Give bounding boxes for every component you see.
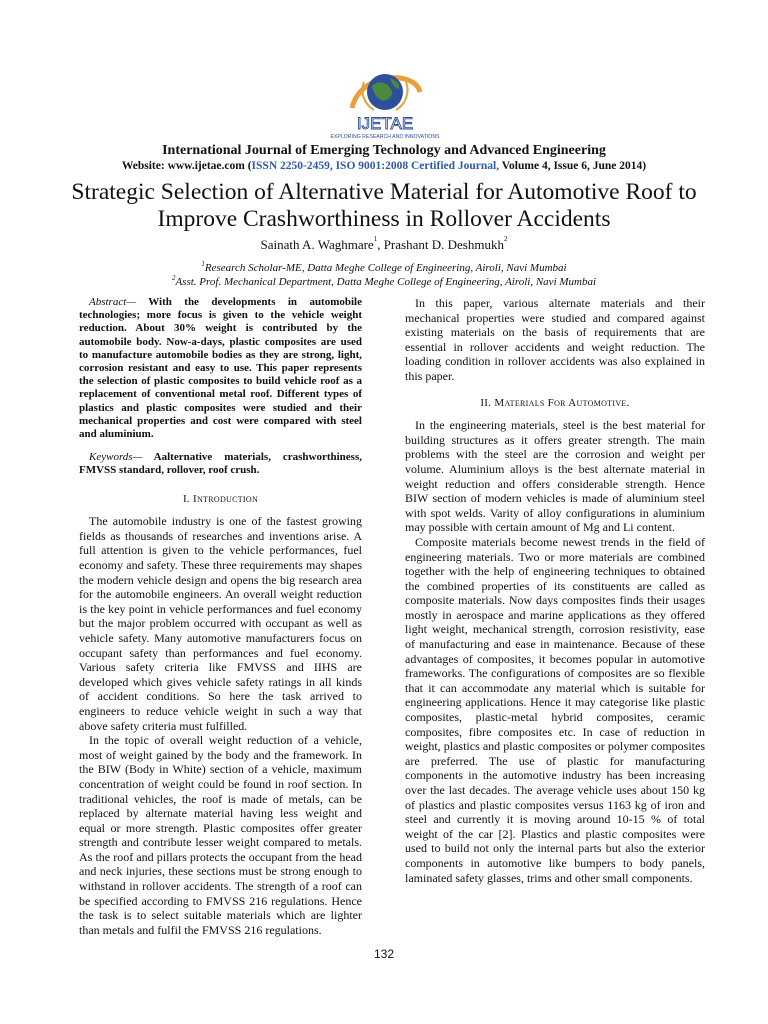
author-separator: , <box>377 237 384 252</box>
author-2-sup: 2 <box>503 235 508 243</box>
globe-logo-icon <box>300 62 470 140</box>
journal-logo <box>300 62 470 140</box>
abstract-text: With the developments in automobile technologies; more focus is given to the vehicle weight reduction. About 30% weight is contributed by the automobile body. Now-a-days, plastic composites are used to manufacture automobile bodies as they are strong, light, corrosion resistant and easy to use. This paper represents the selection of plastic composites to build vehicle roof as a replacement of conventional metal roof. Different types of plastics and plastic composites were studied and their mechanical properties and cost were compared with steel and aluminium. <box>79 296 362 441</box>
affiliation-2-text: Asst. Prof. Mechanical Department, Datta Meghe College of Engineering, Airoli, Navi Mumbai <box>175 276 597 288</box>
materials-paragraph-2: Composite materials become newest trends in the field of engineering materials. Two or more materials are combined together with the help of engineering techniques to obtained the combined properties of its constituents are called as composite materials. Now days composites finds their usages mostly in aerospace and marine applications as they offered light weight, mechanical strength, corrosion resistivity, ease of manufacturing and ease in maintenance. Because of these advantages of composites, it becomes popular in automotive frameworks. The configurations of composites are so flexible that it can accommodate any material which is suitable for engineering applications. Hence it may categorise like plastic composites, plastic-metal hybrid composites, ceramic composites, fibre composites etc. In case of reduction in weight, plastics and plastic composites or polymer composites are preferred. The use of plastic for manufacturing components in the automotive industry has been increasing over the last decades. The average vehicle uses about 150 kg of plastics and plastic composites versus 1163 kg of iron and steel and currently it is moving around 10-15 % of total weight of the car [2]. Plastics and plastic composites were used to build not only the internal parts but also the exterior components in automotive like bumpers to body panels, laminated safety glasses, trims and other small components. <box>405 534 705 885</box>
affiliation-2 <box>0 276 768 288</box>
journal-website-line <box>0 160 768 172</box>
author-1-sup: 1 <box>373 235 378 243</box>
left-column <box>79 296 362 937</box>
author-2: Prashant D. Deshmukh <box>383 237 504 252</box>
affiliation-1 <box>0 262 768 274</box>
abstract-label: Abstract— <box>89 296 137 308</box>
section-heading-materials: II. Materials For Automotive. <box>480 396 630 409</box>
keywords-text: Aalternative materials, crashworthiness, FMVSS standard, rollover, roof crush. <box>79 451 362 477</box>
author-1: Sainath A. Waghmare <box>260 237 374 252</box>
page-number: 132 <box>373 947 395 961</box>
keywords-label: Keywords— <box>89 451 143 464</box>
abstract <box>79 296 362 441</box>
intro-paragraph-1: The automobile industry is one of the fastest growing fields as thousands of researches and inventions arise. A full attention is given to the vehicle performances, fuel economy and safety. These three requirements may shapes the modern vehicle design and opens the big research area for the automobile engineers. An overall weight reduction is the key point in vehicle performances and fuel economy but the major problem occurred with occupant as well as vehicle safety. Many automotive manufacturers focus on occupant safety than performances and fuel economy. Various safety criteria like FMVSS and IIHS are developed which gives vehicle safety ratings in all kinds of accident conditions. So here the task arrived to engineers to reduce vehicle weight in such a way that above safety criteria must fulfilled. <box>79 514 362 733</box>
affiliation-2-sup: 2 <box>171 274 176 282</box>
paper-title: Strategic Selection of Alternative Material for Automotive Roof to Improve Crashworthiness in Rollover Accidents <box>71 179 697 232</box>
journal-name: International Journal of Emerging Technology and Advanced Engineering <box>162 143 606 158</box>
logo-wordmark: IJETAE <box>356 114 414 133</box>
affiliation-1-sup: 1 <box>201 260 205 268</box>
website-prefix: Website: www.ijetae.com ( <box>121 160 252 172</box>
intro-paragraph-2: In the topic of overall weight reduction of a vehicle, most of weight gained by the body and the framework. In the BIW (Body in White) section of a vehicle, maximum concentration of weight could be found in roof section. In traditional vehicles, the roof is made of metals, can be replaced by alternate material having less weight and equal or more strength. Plastic composites offer greater strength and contribute lesser weight compared to metals. As the roof and pillars protects the occupant from the head and neck injuries, these sections must be strong enough to withstand in rollover accidents. The strength of a roof can be specified according to FMVSS 216 regulations. Hence the task is to select suitable materials which are lighter than metals and fulfil the FMVSS 216 regulations. <box>79 733 362 937</box>
right-paragraph-1: In this paper, various alternate materials and their mechanical properties were studied and compared against existing materials on the basis of requirements that are essential in rollover accidents and weight reduction. The loading condition in rollover accidents was also explained in this paper. <box>405 296 705 383</box>
materials-paragraph-1: In the engineering materials, steel is the best material for building structures as it offers greater strength. The main problems with the steel are the corrosion and weight per volume. Aluminium alloys is the best alternate material in weight reduction and offers considerable strength. Hence BIW section of modern vehicles is made of aluminium steel with spot welds. Varity of alloy configurations in aluminium may possible with certain amount of Mg and Li content. <box>405 418 705 535</box>
keywords <box>79 451 362 477</box>
volume-issue-text: Volume 4, Issue 6, June 2014) <box>499 160 647 172</box>
right-column <box>405 296 705 885</box>
section-heading-introduction: I. Introduction <box>182 492 259 505</box>
affiliation-1-text: Research Scholar-ME, Datta Meghe College of Engineering, Airoli, Navi Mumbai <box>204 262 567 274</box>
issn-text: ISSN 2250-2459, ISO 9001:2008 Certified Journal, <box>251 160 500 172</box>
logo-tagline: EXPLORING RESEARCH AND INNOVATIONS <box>330 134 440 140</box>
author-line <box>0 237 768 253</box>
